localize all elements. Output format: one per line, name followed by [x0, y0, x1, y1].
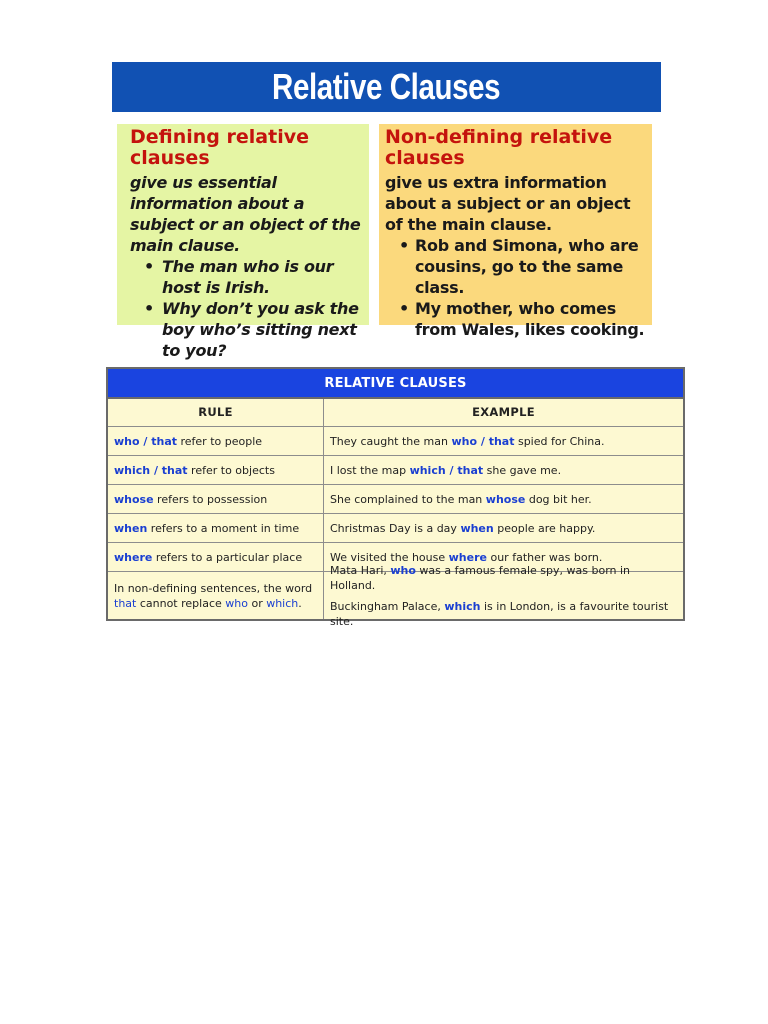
- keyword: who: [390, 563, 416, 577]
- page-title: Relative Clauses: [272, 66, 501, 107]
- example-header: EXAMPLE: [472, 405, 535, 419]
- non-defining-example-item: [385, 298, 648, 340]
- example-text: Why don’t you ask the boy who’s sitting next to you?: [162, 299, 359, 360]
- example-text: I lost the map: [330, 463, 410, 477]
- example-cell: [324, 427, 683, 455]
- keyword: which: [266, 596, 299, 610]
- example-text: Christmas Day is a day: [330, 521, 461, 535]
- rule-header: RULE: [108, 399, 324, 426]
- rule-text: refer to people: [177, 434, 263, 448]
- relative-clauses-table: [106, 367, 685, 628]
- example-text: is in London, is a favourite tourist site.: [330, 599, 669, 628]
- non-defining-description: give us extra information about a subject or an object of the main clause.: [385, 173, 631, 234]
- example-text: The man who is our host is Irish.: [162, 257, 334, 297]
- keyword: where: [114, 550, 153, 564]
- example-text: Rob and Simona, who are cousins, go to the same class.: [415, 236, 639, 297]
- non-defining-card: [379, 124, 652, 339]
- table-row: [108, 456, 683, 485]
- example-text: We visited the house: [330, 550, 449, 564]
- keyword: which: [444, 599, 481, 613]
- defining-card: [117, 124, 369, 360]
- keyword: who / that: [114, 434, 177, 448]
- non-defining-title: Non-defining relative clauses: [385, 126, 613, 169]
- rule-cell: [108, 427, 324, 455]
- rule-text: refer to objects: [187, 463, 275, 477]
- keyword: which / that: [409, 463, 484, 477]
- table-row: [108, 514, 683, 543]
- bullet-icon: •: [399, 299, 409, 318]
- example-text: My mother, who comes from Wales, likes cooking.: [415, 299, 645, 339]
- bullet-icon: •: [144, 299, 154, 318]
- example-cell: [324, 456, 683, 484]
- table-title: RELATIVE CLAUSES: [108, 369, 683, 399]
- defining-example-item: [130, 256, 365, 298]
- bullet-icon: •: [399, 236, 409, 255]
- rule-text: .: [298, 596, 302, 610]
- rule-cell: [108, 456, 324, 484]
- table-row: [108, 427, 683, 456]
- defining-title: Defining relative clauses: [130, 126, 309, 169]
- example-text: our father was born.: [486, 550, 603, 564]
- rule-cell: [108, 543, 324, 571]
- rule-text: refers to a moment in time: [147, 521, 300, 535]
- non-defining-examples: [385, 235, 648, 340]
- page-title-banner: [112, 62, 661, 112]
- defining-example-item: [130, 298, 365, 361]
- rule-text: In non-defining sentences, the word: [114, 581, 313, 595]
- example-cell: [324, 485, 683, 513]
- example-cell: [324, 563, 683, 628]
- defining-description: give us essential information about a subject or an object of the main clause.: [130, 173, 361, 255]
- table-row: [108, 563, 683, 628]
- example-text: spied for China.: [514, 434, 605, 448]
- keyword: when: [460, 521, 494, 535]
- table-row: [108, 485, 683, 514]
- keyword: whose: [114, 492, 154, 506]
- defining-examples: [130, 256, 365, 361]
- keyword: where: [448, 550, 487, 564]
- keyword: who / that: [451, 434, 515, 448]
- example-text: Mata Hari,: [330, 563, 391, 577]
- rule-text: refers to possession: [153, 492, 268, 506]
- example-text: was a famous female spy, was born in Holland.: [330, 563, 631, 592]
- keyword: that: [114, 596, 137, 610]
- rule-cell: [108, 485, 324, 513]
- example-text: she gave me.: [483, 463, 562, 477]
- example-text: Buckingham Palace,: [330, 599, 445, 613]
- example-text: They caught the man: [330, 434, 452, 448]
- rule-cell: [108, 572, 324, 619]
- example-text: She complained to the man: [330, 492, 486, 506]
- table-header-row: [108, 399, 683, 427]
- rule-text: or: [247, 596, 267, 610]
- bullet-icon: •: [144, 257, 154, 276]
- example-cell: [324, 514, 683, 542]
- keyword: which / that: [114, 463, 188, 477]
- keyword: whose: [485, 492, 526, 506]
- rule-text: refers to a particular place: [152, 550, 303, 564]
- example-text: dog bit her.: [525, 492, 592, 506]
- rule-cell: [108, 514, 324, 542]
- rule-text: cannot replace: [136, 596, 226, 610]
- keyword: when: [114, 521, 148, 535]
- example-text: people are happy.: [493, 521, 596, 535]
- non-defining-example-item: [385, 235, 648, 298]
- keyword: who: [225, 596, 248, 610]
